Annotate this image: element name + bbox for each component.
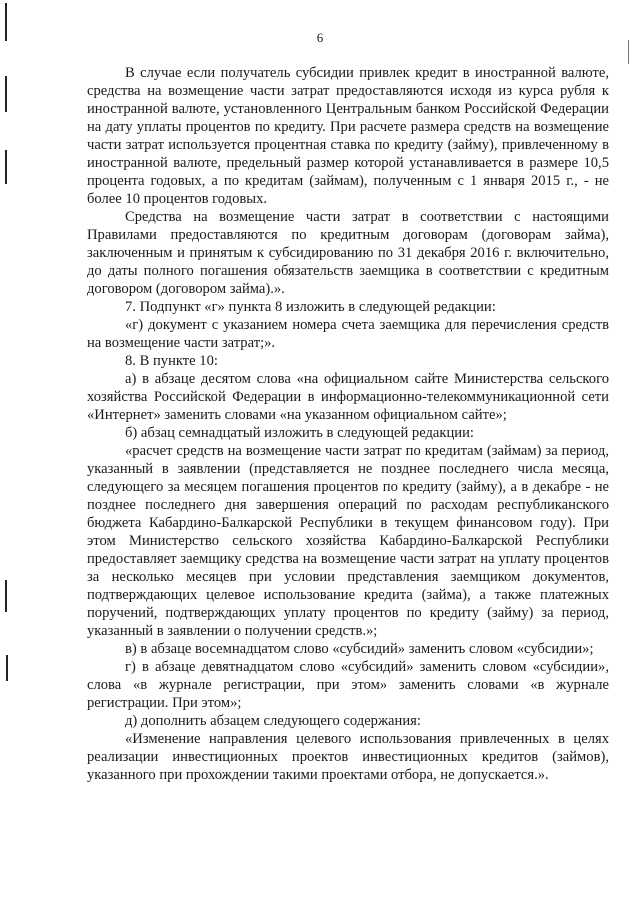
paragraph-subitem-d: д) дополнить абзацем следующего содержания: (125, 713, 421, 729)
paragraph-change-direction: «Изменение направления целевого использования привлеченных в целях реализации инвестиционных проектов инвестиционных кредитов (займов), указанного при прохождении такими проектами отбора, не допускается.». (87, 731, 609, 783)
paragraph-item-7: 7. Подпункт «г» пункта 8 изложить в следующей редакции: (125, 299, 496, 315)
scan-edge-mark (5, 150, 7, 184)
paragraph-calculation: «расчет средств на возмещение части затрат по кредитам (займам) за период, указанный в заявлении (представляется не позднее последнего числа месяца, следующего за месяцем погашения процентов по кредиту (займу), а в декабре - не позднее последнего дня завершения операций по расходам республиканского бюджета Кабардино-Балкарской Республики в текущем финансовом году). При этом Министерство сельского хозяйства Кабардино-Балкарской Республики предоставляет заемщику средства на возмещение части затрат на уплату процентов за несколько месяцев при условии представления заемщиком документов, подтверждающих целевое использование кредита (займа), а также платежных поручений, подтверждающих уплату процентов по кредиту (займу) за период, указанный в заявлении о получении средств.»; (87, 443, 609, 639)
paragraph-item-8: 8. В пункте 10: (125, 353, 218, 369)
paragraph-foreign-currency: В случае если получатель субсидии привлек кредит в иностранной валюте, средства на возмещение части затрат предоставляются исходя из курса рубля к иностранной валюте, установленного Центральным банком Российской Федерации на дату уплаты процентов по кредиту. При расчете размера средств на возмещение части затрат используется процентная ставка по кредиту (займу), привлеченному в иностранной валюте, предельный размер которой устанавливается в размере 10,5 процента годовых, а по кредитам (займам), полученным с 1 января 2015 г., - не более 10 процентов годовых. (87, 65, 609, 207)
paragraph-subitem-b: б) абзац семнадцатый изложить в следующей редакции: (125, 425, 474, 441)
paragraph-subitem-g2: г) в абзаце девятнадцатом слово «субсидий» заменить словом «субсидии», слова «в журнале регистрации, при этом» заменить словами «в журнале регистрации. При этом»; (87, 659, 609, 711)
paragraph-subitem-g: «г) документ с указанием номера счета заемщика для перечисления средств на возмещение части затрат;». (87, 317, 609, 351)
paragraph-subitem-a: а) в абзаце десятом слова «на официальном сайте Министерства сельского хозяйства Российской Федерации в информационно-телекоммуникационной сети «Интернет» заменить словами «на указанном официальном сайте»; (87, 371, 609, 423)
paragraph-subitem-v: в) в абзаце восемнадцатом слово «субсидий» заменить словом «субсидии»; (125, 641, 594, 657)
paragraph-credit-agreements: Средства на возмещение части затрат в соответствии с настоящими Правилами предоставляются по кредитным договорам (договорам займа), заключенным и принятым к субсидированию по 31 декабря 2016 г. включительно, до даты полного погашения обязательств заемщика в соответствии с кредитным договором (договором займа).». (87, 209, 609, 297)
document-body (87, 64, 609, 784)
page-number: 6 (316, 30, 324, 45)
scan-edge-mark (5, 580, 7, 612)
scan-edge-mark (6, 655, 8, 681)
scan-edge-mark (5, 76, 7, 112)
